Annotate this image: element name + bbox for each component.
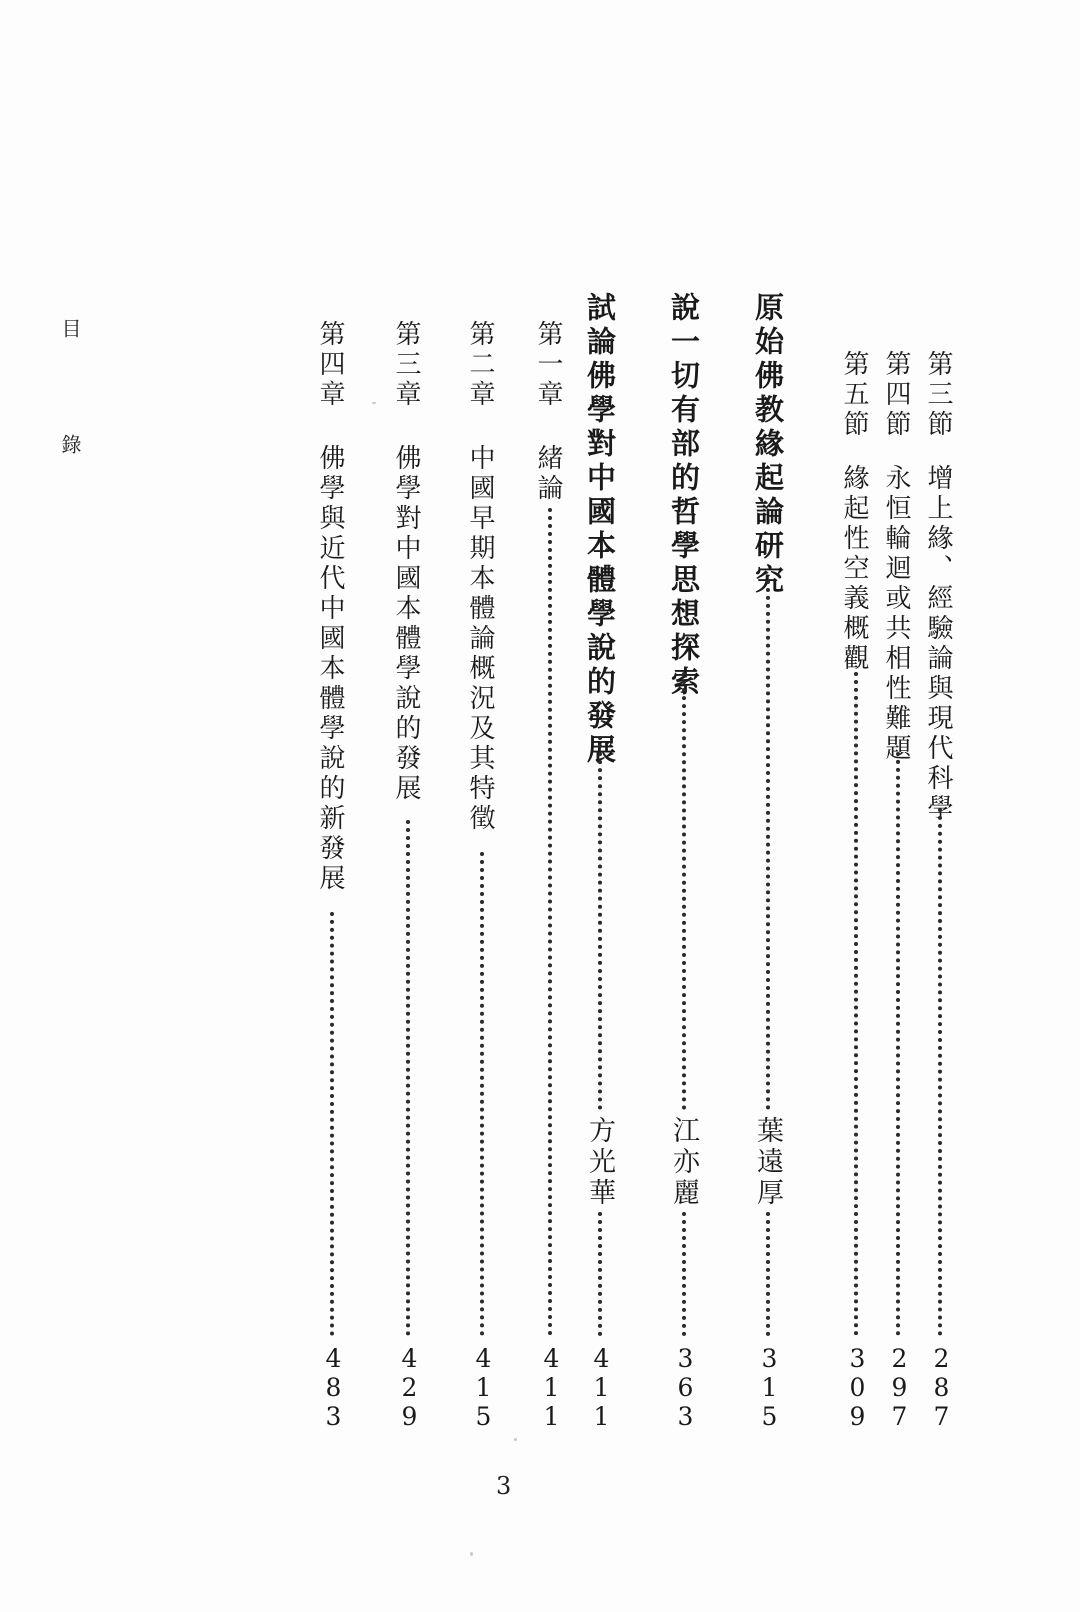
- toc-entry-chapter-3[interactable]: [388, 0, 428, 1612]
- entry-title: 試論佛學對中國本體學說的發展: [583, 292, 617, 768]
- entry-label: 第四節: [881, 350, 911, 440]
- leader-dots-2: [682, 1212, 686, 1336]
- toc-entry-chapter-4[interactable]: [312, 0, 352, 1612]
- leader-dots: [854, 672, 858, 1336]
- leader-dots: [896, 752, 900, 1336]
- toc-entry-article-fang[interactable]: [580, 0, 620, 1612]
- entry-label: 第三章: [391, 320, 421, 410]
- entry-title: 緣起性空義概觀: [839, 464, 869, 674]
- entry-author: 方光華: [584, 1116, 615, 1209]
- entry-page-number: 411: [587, 1344, 616, 1431]
- entry-title: 永恒輪迴或共相性難題: [881, 464, 911, 764]
- entry-page-number: 297: [885, 1344, 914, 1431]
- toc-entry-section-3[interactable]: [920, 0, 960, 1612]
- leader-dots-2: [598, 1212, 602, 1336]
- toc-entry-chapter-2[interactable]: [462, 0, 502, 1612]
- entry-title: 中國早期本體論概況及其特徵: [465, 444, 495, 834]
- toc-entry-article-jiang[interactable]: [664, 0, 704, 1612]
- entry-page-number: 363: [671, 1344, 700, 1431]
- entry-author: 葉遠厚: [752, 1116, 783, 1209]
- entry-page-number: 309: [843, 1344, 872, 1431]
- page-number-folio: 3: [496, 1472, 512, 1500]
- entry-label: 第一章: [533, 320, 563, 410]
- toc-entry-chapter-1[interactable]: [530, 0, 570, 1612]
- leader-dots: [330, 912, 334, 1336]
- entry-page-number: 411: [537, 1344, 566, 1431]
- entry-page-number: 315: [755, 1344, 784, 1431]
- entry-title: 佛學對中國本體學說的發展: [391, 444, 421, 804]
- toc-entry-section-5[interactable]: [836, 0, 876, 1612]
- entry-page-number: 287: [927, 1344, 956, 1431]
- leader-dots: [766, 580, 770, 1110]
- entry-page-number: 483: [319, 1344, 348, 1431]
- entry-title: 說一切有部的哲學思想探索: [667, 292, 701, 700]
- entry-title: 增上緣、經驗論與現代科學: [923, 464, 953, 824]
- scan-speck: [514, 1438, 517, 1441]
- entry-page-number: 429: [395, 1344, 424, 1431]
- leader-dots: [938, 808, 942, 1336]
- entry-page-number: 415: [469, 1344, 498, 1431]
- leader-dots-2: [766, 1212, 770, 1336]
- entry-label: 第三節: [923, 350, 953, 440]
- running-head: 目 錄: [58, 318, 82, 492]
- toc-entry-article-ye[interactable]: [748, 0, 788, 1612]
- leader-dots: [480, 852, 484, 1336]
- scan-speck: [470, 1552, 473, 1556]
- leader-dots: [598, 736, 602, 1110]
- entry-title: 緒論: [533, 444, 563, 504]
- leader-dots: [548, 508, 552, 1336]
- leader-dots: [406, 820, 410, 1336]
- entry-label: 第五節: [839, 350, 869, 440]
- toc-entry-section-4[interactable]: [878, 0, 918, 1612]
- entry-author: 江亦麗: [668, 1116, 699, 1209]
- entry-label: 第四章: [315, 320, 345, 410]
- entry-label: 第二章: [465, 320, 495, 410]
- scan-speck: [372, 402, 376, 404]
- entry-title: 原始佛教緣起論研究: [751, 292, 785, 598]
- leader-dots: [682, 672, 686, 1110]
- entry-title: 佛學與近代中國本體學說的新發展: [315, 444, 345, 894]
